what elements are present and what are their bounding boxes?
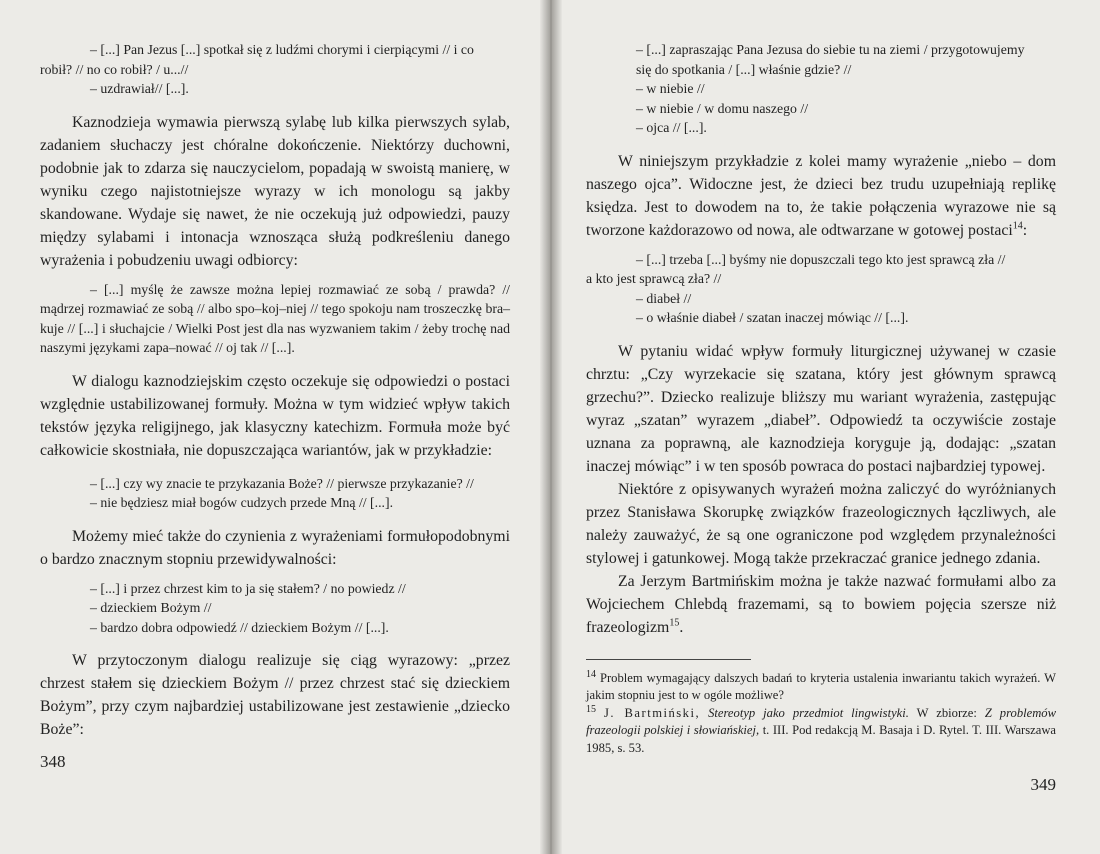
quote-line: – w niebie // xyxy=(636,81,705,96)
footnote-14 xyxy=(586,670,1056,705)
footnote-text: t. III. Pod redakcją M. Basaja i D. Rytel. T. III. Warszawa 1985, s. 53. xyxy=(586,723,1057,755)
quote-line: – [...] zapraszając Pana Jezusa do siebie tu na ziemi / przygotowujemy xyxy=(636,42,1025,57)
paragraph: W pytaniu widać wpływ formuły liturgicznej używanej w czasie chrztu: „Czy wyrzekacie się szatana, który jest głównym sprawcą grzechu?”. Dziecko realizuje bliższy mu wariant wyrażenia, zastępując wyraz „szatan” wyrazem „diabeł”. Odpowiedź ta oczywiście zostaje uznana za poprawną, ale kaznodzieja koryguje ją, dodając: „szatan inaczej mówiąc” i w ten sposób powraca do postaci najbardziej typowej. xyxy=(586,342,1056,475)
quote-line: – [...] trzeba [...] byśmy nie dopuszczali tego kto jest sprawcą zła // xyxy=(636,251,1006,267)
paragraph-text: . xyxy=(679,618,684,636)
quote-line: – w niebie / w domu naszego // xyxy=(636,100,809,116)
book-gutter xyxy=(540,0,562,854)
footnote-15 xyxy=(586,705,1056,758)
footnote-book: Z problemów frazeologii polskiej i słowiańskiej, xyxy=(586,705,1057,737)
left-page xyxy=(40,40,510,820)
paragraph: Kaznodzieja wymawia pierwszą sylabę lub kilka pierwszych sylab, zadaniem słuchaczy jest chóralne dokończenie. Niektórzy duchowni, podobnie jak to zdarza się nauczycielom, popadają w swoistą manierę, w wyniku czego najistotniejsze wyrazy w ich monologu są jakby skandowane. Wydaje się nawet, że nie oczekują już odpowiedzi, pauzy między sylabami i intonacja wznosząca służą podkreśleniu danego wyrażenia i pobudzeniu uwagi odbiorcy: xyxy=(40,113,510,269)
paragraph xyxy=(586,570,1056,639)
quote-line: – ojca // [...]. xyxy=(636,120,707,135)
quote-line: – dzieckiem Bożym // xyxy=(90,600,212,615)
paragraph: W przytoczonym dialogu realizuje się ciąg wyrazowy: „przez chrzest stałem się dzieckiem Bożym // przez chrzest stać się dzieckiem Bożym”, przy czym najbardziej ustabilizowane jest zestawienie „dziecko Boże”: xyxy=(40,652,510,738)
paragraph: Możemy mieć także do czynienia z wyrażeniami formułopodobnymi o bardzo znacznym stopniu przewidywalności: xyxy=(40,527,510,568)
footnote-ref[interactable]: 15 xyxy=(669,617,680,629)
quote-block-3 xyxy=(40,474,510,513)
quote-line: – [...] czy wy znacie te przykazania Boże? // pierwsze przykazanie? // xyxy=(90,475,474,491)
quote-line: – [...] i przez chrzest kim to ja się stałem? / no powiedz // xyxy=(90,580,406,596)
paragraph xyxy=(586,150,1056,242)
footnote-number: 14 xyxy=(586,668,596,680)
footnote-number: 15 xyxy=(586,703,596,715)
footnote-title: Stereotyp jako przedmiot lingwistyki. xyxy=(708,705,909,720)
quote-block-5 xyxy=(586,40,1056,138)
quote-block-2: – [...] myślę że zawsze można lepiej rozmawiać ze sobą / prawda? // mądrzej rozmawiać ze sobą // albo spo–koj–niej // tego spokoju nam troszeczkę bra–kuje // [...] i słuchajcie / Wielki Post jest dla nas wyzwaniem takim / żeby trochę nad naszymi językami zapa–nować // oj tak // [...]. xyxy=(40,281,510,355)
right-page xyxy=(586,40,1056,820)
quote-line: się do spotkania / [...] właśnie gdzie? // xyxy=(636,61,852,77)
paragraph: W dialogu kaznodziejskim często oczekuje się odpowiedzi o postaci względnie ustabilizowanej formuły. Można w tym widzieć wpływ takich tekstów języka religijnego, jak klasyczny katechizm. Formuła może być całkowicie skostniała, nie dopuszczająca wariantów, jak w przykładzie: xyxy=(40,372,510,459)
quote-line: – o właśnie diabeł / szatan inaczej mówiąc // [...]. xyxy=(636,310,909,325)
paragraph-text: : xyxy=(1022,221,1028,239)
footnote-ref[interactable]: 14 xyxy=(1012,220,1023,232)
quote-line: – diabeł // xyxy=(636,290,692,306)
quote-line: – uzdrawiał// [...]. xyxy=(90,81,189,96)
footnote-author: J. Bartmiński, xyxy=(603,705,701,720)
quote-line: – bardzo dobra odpowiedź // dzieckiem Bożym // [...]. xyxy=(90,619,389,635)
quote-line: – nie będziesz miał bogów cudzych przede Mną // [...]. xyxy=(90,495,394,510)
page-number: 348 xyxy=(40,752,66,771)
page-number: 349 xyxy=(1030,775,1056,794)
paragraph-text: W niniejszym przykładzie z kolei mamy wyrażenie „niebo – dom naszego ojca”. Widoczne jest, że dzieci bez trudu uzupełniają replikę księdza. Jest to dowodem na to, że takie połączenia wyrazowe nie są tworzone każdorazowo od nowa, ale odtwarzane w gotowej postaci xyxy=(586,152,1056,239)
paragraph-text: Za Jerzym Bartmińskim można je także nazwać formułami albo za Wojciechem Chlebdą frazemami, są to bowiem pojęcia szersze niż frazeologizm xyxy=(586,572,1056,636)
footnote-text: Problem wymagający dalszych badań to kryteria ustalenia inwariantu takich wyrażeń. W jakim stopniu jest to w ogóle możliwe? xyxy=(586,670,1056,702)
quote-block-4 xyxy=(40,579,510,638)
quote-line: – [...] Pan Jezus [...] spotkał się z ludźmi chorymi i cierpiącymi // i co xyxy=(90,42,474,57)
quote-line: robił? // no co robił? / u...// xyxy=(40,61,189,77)
quote-block-6 xyxy=(586,250,1056,328)
footnote-rule xyxy=(586,659,751,660)
paragraph: Niektóre z opisywanych wyrażeń można zaliczyć do wyróżnianych przez Stanisława Skorupkę związków frazeologicznych łączliwych, ale należy zauważyć, że są one ograniczone pod względem przynależności stylowej i gatunkowej. Mogą także przekraczać granice jednego zdania. xyxy=(586,480,1056,567)
quote-block-1 xyxy=(40,40,510,99)
quote-line: a kto jest sprawcą zła? // xyxy=(586,271,722,286)
footnote-text: W zbiorze: xyxy=(916,705,977,720)
